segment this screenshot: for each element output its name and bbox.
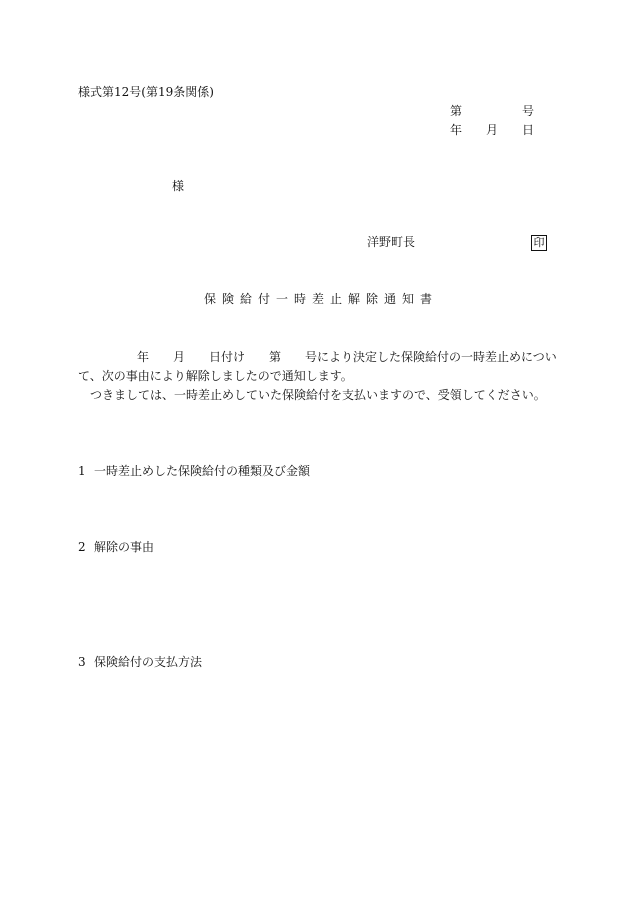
date-year: 年 [450, 123, 463, 137]
body-line-3: つきましては、一時差止めしていた保険給付を支払いますので、受領してください。 [90, 388, 546, 402]
item-1-label: 一時差止めした保険給付の種類及び金額 [94, 464, 311, 478]
body-month: 月 [173, 350, 186, 364]
sender-name: 洋野町長 [367, 235, 416, 249]
date-day: 日 [522, 123, 535, 137]
body-line-2: て、次の事由により解除しましたので通知します。 [78, 369, 353, 383]
item-3-label: 保険給付の支払方法 [94, 655, 203, 669]
item-2-label: 解除の事由 [94, 540, 155, 554]
document-title: 保険給付一時差止解除通知書 [204, 292, 439, 306]
item-1-number: 1 [78, 464, 86, 478]
body-line-1-rest: 号により決定した保険給付の一時差止めについ [305, 350, 557, 364]
form-number: 様式第12号(第19条関係) [78, 85, 214, 99]
seal-stamp: 印 [531, 235, 547, 251]
body-dated: 日付け [209, 350, 246, 364]
body-no: 第 [269, 350, 282, 364]
date-month: 月 [486, 123, 499, 137]
document-number-prefix: 第 [450, 104, 463, 118]
recipient-honorific: 様 [172, 179, 185, 193]
item-3-number: 3 [78, 655, 86, 669]
document-number-suffix: 号 [522, 104, 535, 118]
item-2-number: 2 [78, 540, 86, 554]
body-year: 年 [137, 350, 150, 364]
